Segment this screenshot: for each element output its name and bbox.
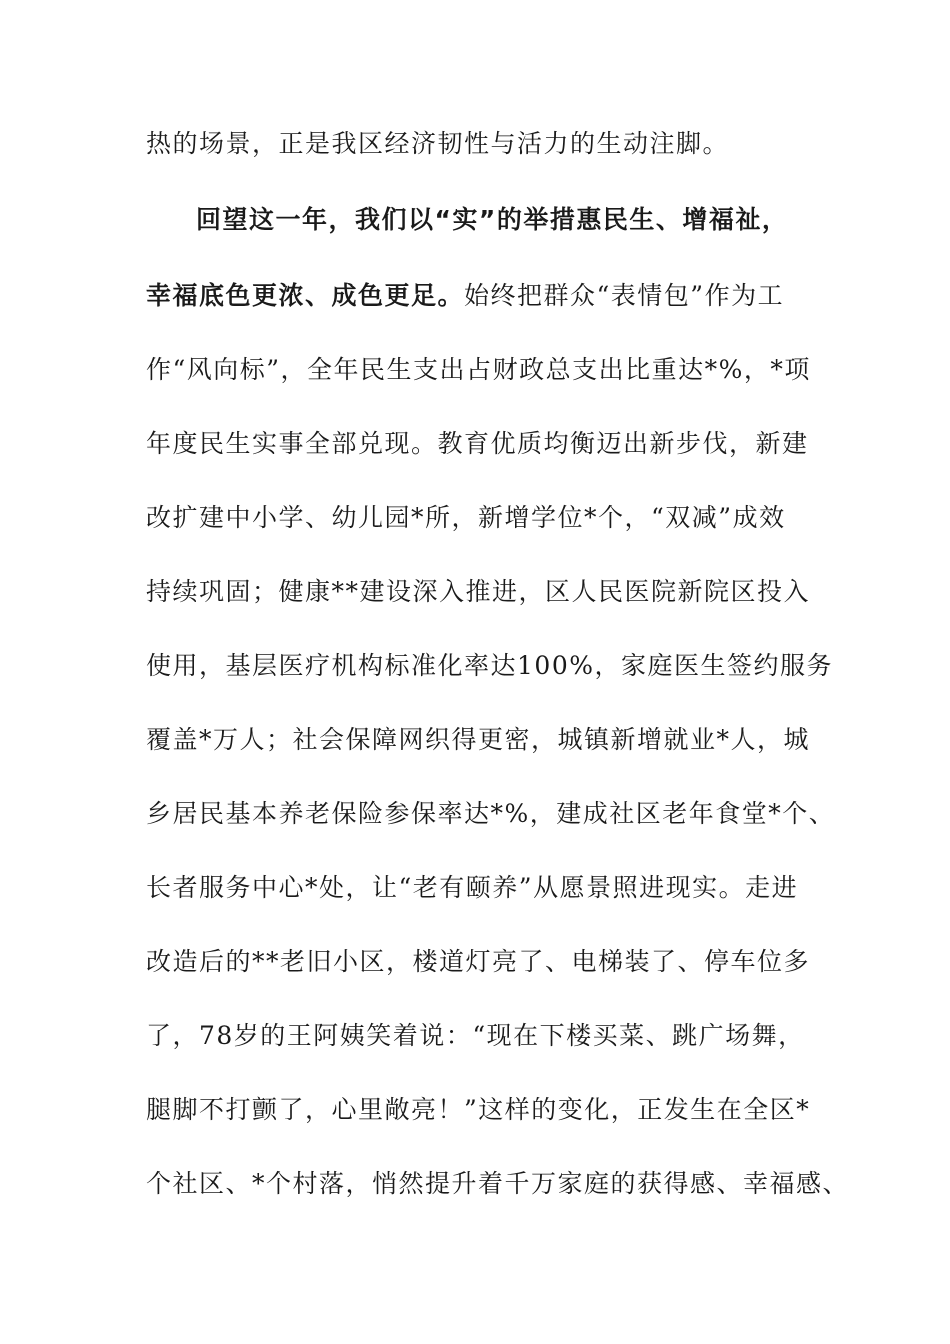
paragraph-line-7: 持续巩固；健康**建设深入推进，区人民医院新院区投入 bbox=[146, 577, 811, 606]
paragraph-line-15: 个社区、*个村落，悄然提升着千万家庭的获得感、幸福感、 bbox=[146, 1169, 850, 1198]
heading-line-1: 回望这一年，我们以“实”的举措惠民生、增福祉， bbox=[196, 205, 789, 234]
paragraph-line-9: 覆盖*万人；社会保障网织得更密，城镇新增就业*人，城 bbox=[146, 725, 811, 754]
paragraph-line-3-text: 始终把群众“表情包”作为工 bbox=[464, 281, 785, 310]
paragraph-line-8: 使用，基层医疗机构标准化率达100%，家庭医生签约服务 bbox=[146, 651, 833, 680]
paragraph-line-14: 腿脚不打颤了，心里敞亮！”这样的变化，正发生在全区* bbox=[146, 1095, 811, 1124]
paragraph-line-13: 了，78岁的王阿姨笑着说：“现在下楼买菜、跳广场舞， bbox=[146, 1021, 805, 1050]
paragraph-line-6: 改扩建中小学、幼儿园*所，新增学位*个，“双减”成效 bbox=[146, 503, 786, 532]
paragraph-line-1: 热的场景，正是我区经济韧性与活力的生动注脚。 bbox=[146, 129, 730, 158]
paragraph-line-10: 乡居民基本养老保险参保率达*%，建成社区老年食堂*个、 bbox=[146, 799, 836, 828]
paragraph-line-11: 长者服务中心*处，让“老有颐养”从愿景照进现实。走进 bbox=[146, 873, 799, 902]
paragraph-line-12: 改造后的**老旧小区，楼道灯亮了、电梯装了、停车位多 bbox=[146, 947, 811, 976]
paragraph-line-3 bbox=[146, 281, 784, 311]
paragraph-line-5: 年度民生实事全部兑现。教育优质均衡迈出新步伐，新建 bbox=[146, 429, 809, 458]
heading-line-2: 幸福底色更浓、成色更足。 bbox=[146, 281, 465, 310]
paragraph-line-4: 作“风向标”，全年民生支出占财政总支出比重达*%，*项 bbox=[146, 355, 811, 384]
